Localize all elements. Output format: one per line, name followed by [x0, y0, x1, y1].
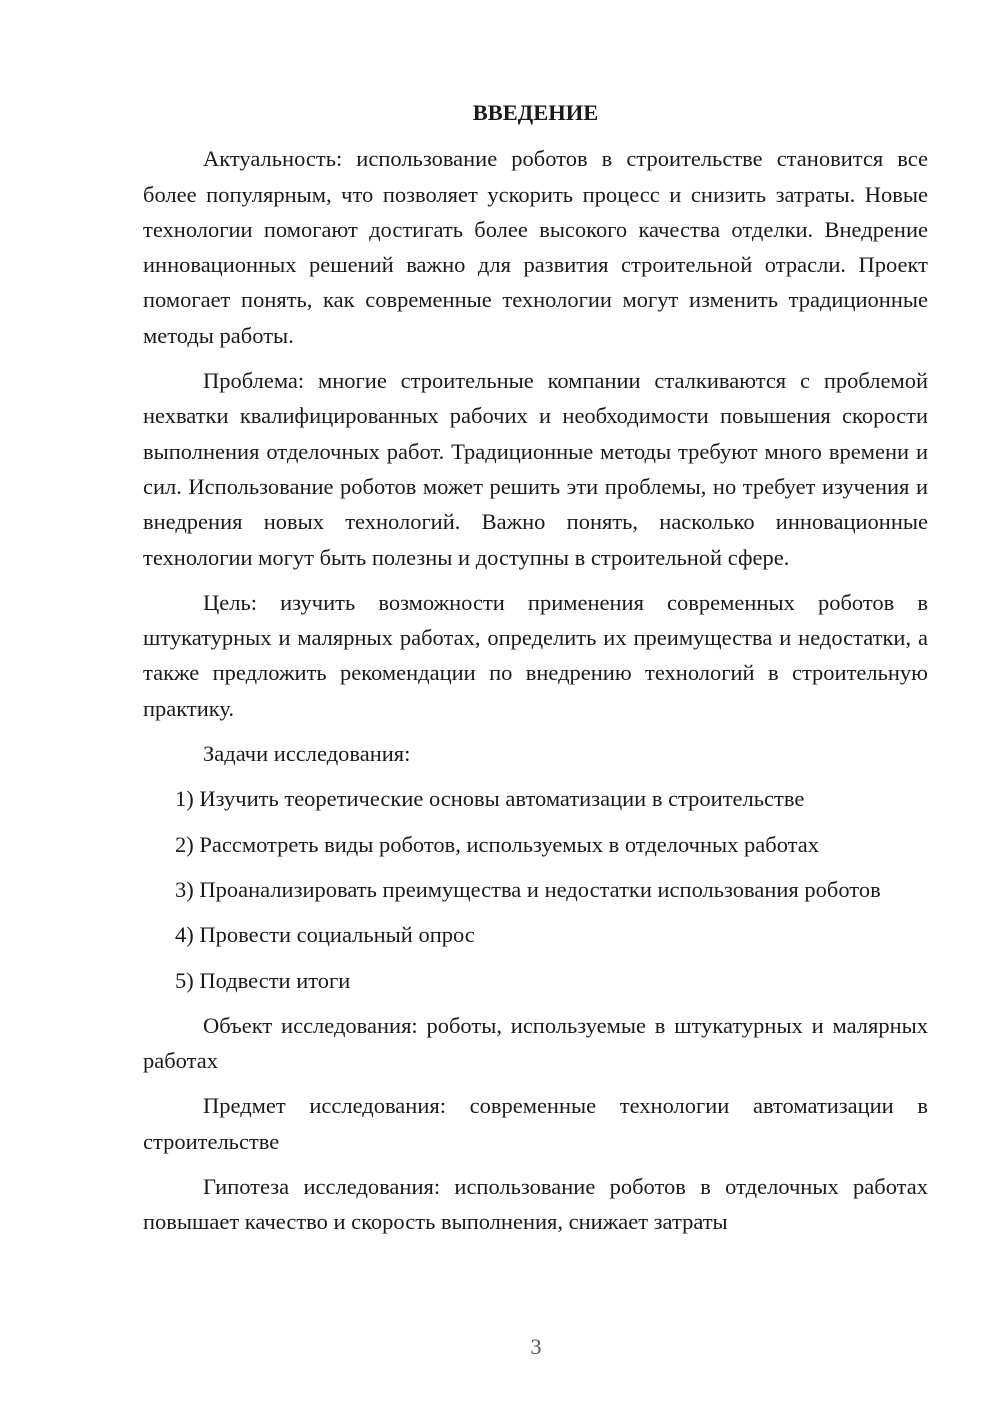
research-object-paragraph: Объект исследования: роботы, используемые в штукатурных и малярных работах	[143, 1012, 928, 1074]
task-item: 2) Рассмотреть виды роботов, используемых в отделочных работах	[175, 831, 820, 857]
relevance-paragraph: Актуальность: использование роботов в строительстве становится все более популярным, что позволяет ускорить процесс и снизить затраты. Новые технологии помогают достигать более высокого качества отделки. Внедрение инновационных решений важно для развития строительной отрасли. Проект помогает понять, как современные технологии могут изменить традиционные методы работы.	[143, 146, 928, 348]
task-item: 1) Изучить теоретические основы автоматизации в строительстве	[175, 786, 805, 812]
research-subject-paragraph: Предмет исследования: современные технологии автоматизации в строительстве	[143, 1093, 928, 1154]
tasks-heading: Задачи исследования:	[203, 741, 411, 767]
task-item: 4) Провести социальный опрос	[175, 922, 475, 948]
task-item: 3) Проанализировать преимущества и недостатки использования роботов	[175, 876, 881, 902]
problem-paragraph: Проблема: многие строительные компании сталкиваются с проблемой нехватки квалифицированных рабочих и необходимости повышения скорости выполнения отделочных работ. Традиционные методы требуют много времени и сил. Использование роботов может решить эти проблемы, но требует изучения и внедрения новых технологий. Важно понять, насколько инновационные технологии могут быть полезны и доступны в строительной сфере.	[143, 368, 928, 570]
section-title: ВВЕДЕНИЕ	[472, 100, 599, 125]
hypothesis-paragraph: Гипотеза исследования: использование роботов в отделочных работах повышает качество и скорость выполнения, снижает затраты	[143, 1174, 928, 1235]
goal-paragraph: Цель: изучить возможности применения современных роботов в штукатурных и малярных работах, определить их преимущества и недостатки, а также предложить рекомендации по внедрению технологий в строительную практику.	[143, 589, 928, 721]
task-item: 5) Подвести итоги	[175, 967, 351, 993]
page-number: 3	[530, 1334, 542, 1359]
document-page	[143, 95, 928, 1250]
